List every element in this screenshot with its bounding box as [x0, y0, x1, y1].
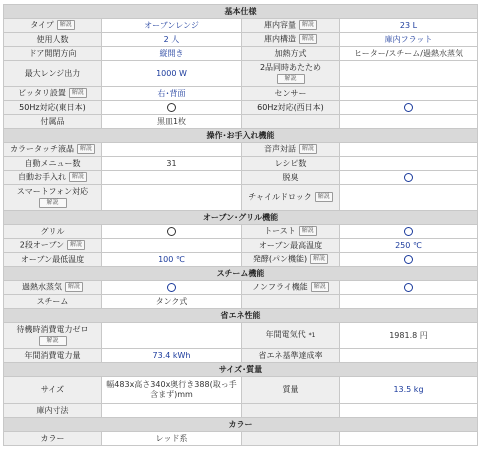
voice-value	[340, 143, 478, 157]
blank-label	[242, 295, 340, 309]
sensor-label: センサー	[242, 87, 340, 101]
voice-label: 音声対話 解説	[242, 143, 340, 157]
section-basic: 基本仕様	[4, 5, 478, 19]
blank-value	[340, 115, 478, 129]
annual-power-value: 73.4 kWh	[102, 349, 242, 363]
blank-label	[242, 115, 340, 129]
superheated-value	[102, 281, 242, 295]
two-tier-value	[102, 239, 242, 253]
color-touch-value	[102, 143, 242, 157]
accessory-value: 黒皿1枚	[102, 115, 242, 129]
grill-label: グリル	[4, 225, 102, 239]
size-value: 幅483x高さ340x奥行き388(取っ手含まず)mm	[102, 377, 242, 404]
accessory-label: 付属品	[4, 115, 102, 129]
section-eco: 省エネ性能	[4, 309, 478, 323]
steam-value: タンク式	[102, 295, 242, 309]
nonfry-label: ノンフライ機能 解説	[242, 281, 340, 295]
child-lock-label: チャイルドロック 解説	[242, 185, 340, 211]
explain-button[interactable]: 解説	[299, 144, 317, 154]
explain-button[interactable]: 解説	[39, 336, 67, 346]
explain-button[interactable]: 解説	[311, 282, 329, 292]
superheated-label: 過熱水蒸気 解説	[4, 281, 102, 295]
people-value: 2 人	[102, 33, 242, 47]
section-operation: 操作･お手入れ機能	[4, 129, 478, 143]
capacity-value: 23 L	[340, 19, 478, 33]
structure-label: 庫内構造 解説	[242, 33, 340, 47]
heating-value: ヒーター/スチーム/過熱水蒸気	[340, 47, 478, 61]
hz50-label: 50Hz対応(東日本)	[4, 101, 102, 115]
auto-clean-label: 自動お手入れ 解説	[4, 171, 102, 185]
structure-value: 庫内フラット	[340, 33, 478, 47]
circle-mark	[404, 283, 413, 292]
oven-min-label: オーブン最低温度	[4, 253, 102, 267]
explain-button[interactable]: 解説	[69, 172, 87, 182]
hz60-value	[340, 101, 478, 115]
explain-button[interactable]: 解説	[277, 74, 305, 84]
eco-rate-label: 省エネ基準達成率	[242, 349, 340, 363]
blank-value	[340, 432, 478, 446]
oven-min-value: 100 ℃	[102, 253, 242, 267]
section-color: カラー	[4, 418, 478, 432]
child-lock-value	[340, 185, 478, 211]
auto-clean-value	[102, 171, 242, 185]
explain-button[interactable]: 解説	[67, 240, 85, 250]
smartphone-label: スマートフォン対応 解説	[4, 185, 102, 211]
weight-value: 13.5 kg	[340, 377, 478, 404]
oven-max-label: オーブン最高温度	[242, 239, 340, 253]
toast-value	[340, 225, 478, 239]
recipe-value	[340, 157, 478, 171]
two-tier-label: 2段オーブン 解説	[4, 239, 102, 253]
people-label: 使用人数	[4, 33, 102, 47]
nonfry-value	[340, 281, 478, 295]
explain-button[interactable]: 解説	[299, 226, 317, 236]
hz50-value	[102, 101, 242, 115]
color-value: レッド系	[102, 432, 242, 446]
explain-button[interactable]: 解説	[65, 282, 83, 292]
footnote-mark: *1	[308, 332, 316, 339]
blank-label	[242, 404, 340, 418]
section-oven-grill: オーブン･グリル機能	[4, 211, 478, 225]
circle-mark	[167, 283, 176, 292]
smartphone-value	[102, 185, 242, 211]
interior-value	[102, 404, 242, 418]
color-label: カラー	[4, 432, 102, 446]
circle-mark	[404, 173, 413, 182]
sensor-value	[340, 87, 478, 101]
type-label: タイプ 解説	[4, 19, 102, 33]
toast-label: トースト 解説	[242, 225, 340, 239]
heating-label: 加熱方式	[242, 47, 340, 61]
spec-table	[3, 4, 478, 446]
deodorize-value	[340, 171, 478, 185]
explain-button[interactable]: 解説	[39, 198, 67, 208]
built-in-label: ビッタリ設置 解説	[4, 87, 102, 101]
auto-menu-value: 31	[102, 157, 242, 171]
recipe-label: レシピ数	[242, 157, 340, 171]
blank-value	[340, 404, 478, 418]
eco-rate-value	[340, 349, 478, 363]
explain-button[interactable]: 解説	[299, 34, 317, 44]
blank-value	[340, 295, 478, 309]
section-steam: スチーム機能	[4, 267, 478, 281]
circle-mark	[167, 227, 176, 236]
max-output-value: 1000 W	[102, 61, 242, 87]
color-touch-label: カラータッチ液晶 解説	[4, 143, 102, 157]
circle-mark	[404, 227, 413, 236]
explain-button[interactable]: 解説	[57, 20, 75, 30]
auto-menu-label: 自動メニュー数	[4, 157, 102, 171]
standby-value	[102, 323, 242, 349]
circle-mark	[404, 255, 413, 264]
section-size: サイズ･質量	[4, 363, 478, 377]
door-label: ドア開閉方向	[4, 47, 102, 61]
door-value: 縦開き	[102, 47, 242, 61]
explain-button[interactable]: 解説	[310, 254, 328, 264]
type-value: オーブンレンジ	[102, 19, 242, 33]
two-item-label: 2品同時あたため 解説	[242, 61, 340, 87]
circle-mark	[167, 103, 176, 112]
max-output-label: 最大レンジ出力	[4, 61, 102, 87]
capacity-label: 庫内容量 解説	[242, 19, 340, 33]
explain-button[interactable]: 解説	[299, 20, 317, 30]
circle-mark	[404, 103, 413, 112]
two-item-value	[340, 61, 478, 87]
built-in-value: 右･背面	[102, 87, 242, 101]
annual-cost-value: 1981.8 円	[340, 323, 478, 349]
steam-label: スチーム	[4, 295, 102, 309]
grill-value	[102, 225, 242, 239]
annual-power-label: 年間消費電力量	[4, 349, 102, 363]
ferment-label: 発酵(パン機能) 解説	[242, 253, 340, 267]
blank-label	[242, 432, 340, 446]
size-label: サイズ	[4, 377, 102, 404]
ferment-value	[340, 253, 478, 267]
oven-max-value: 250 ℃	[340, 239, 478, 253]
annual-cost-label: 年間電気代 *1	[242, 323, 340, 349]
weight-label: 質量	[242, 377, 340, 404]
hz60-label: 60Hz対応(西日本)	[242, 101, 340, 115]
explain-button[interactable]: 解説	[77, 144, 95, 154]
explain-button[interactable]: 解説	[69, 88, 87, 98]
deodorize-label: 脱臭	[242, 171, 340, 185]
explain-button[interactable]: 解説	[315, 192, 333, 202]
standby-label: 待機時消費電力ゼロ 解説	[4, 323, 102, 349]
interior-label: 庫内寸法	[4, 404, 102, 418]
